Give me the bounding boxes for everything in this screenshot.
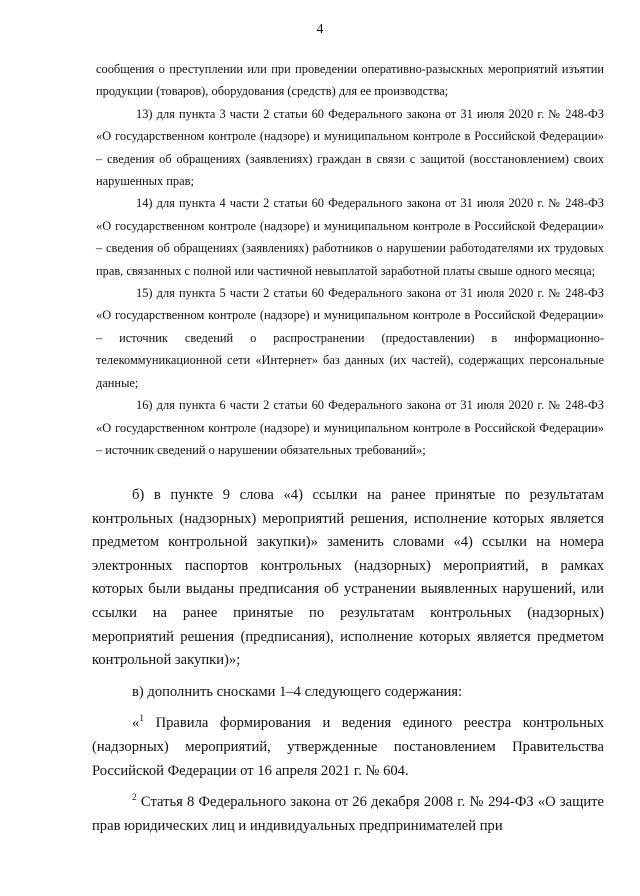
page-number: 4: [316, 22, 324, 37]
footnote-1-text: Правила формирования и ведения единого реестра контрольных (надзорных) мероприятий, утвержденные постановлением Правительства Российской Федерации от 16 апреля 2021 г. № 604.: [92, 715, 604, 779]
paragraph-item-14: 14) для пункта 4 части 2 статьи 60 Федерального закона от 31 июля 2020 г. № 248-ФЗ «О государственном контроле (надзоре) и муниципальном контроле в Российской Федерации» – сведения об обращениях (заявлениях) работников о нарушении работодателями их трудовых прав, связанных с полной или частичной невыплатой заработной платы свыше одного месяца;: [96, 196, 604, 278]
paragraph-item-13: 13) для пункта 3 части 2 статьи 60 Федерального закона от 31 июля 2020 г. № 248-ФЗ «О государственном контроле (надзоре) и муниципальном контроле в Российской Федерации» – сведения об обращениях (заявлениях) граждан в связи с защитой (восстановлением) своих нарушенных прав;: [96, 106, 604, 189]
footnote-2: [92, 791, 604, 838]
paragraph-v: в) дополнить сносками 1–4 следующего содержания:: [132, 683, 463, 700]
small-text-block: [96, 58, 604, 461]
footnote-2-text: Статья 8 Федерального закона от 26 декабря 2008 г. № 294-ФЗ «О защите прав юридических лиц и индивидуальных предпринимателей при: [92, 794, 604, 834]
paragraph-item-16: 16) для пункта 6 части 2 статьи 60 Федерального закона от 31 июля 2020 г. № 248-ФЗ «О государственном контроле (надзоре) и муниципальном контроле в Российской Федерации» – источник сведений о нарушении обязательных требований»;: [96, 398, 604, 457]
footnote-1: [92, 712, 604, 783]
footnote-1-open-quote: «: [132, 715, 140, 732]
large-text-block: [92, 484, 604, 838]
footnote-1-mark: 1: [139, 714, 145, 725]
paragraph-item-15: 15) для пункта 5 части 2 статьи 60 Федерального закона от 31 июля 2020 г. № 248-ФЗ «О государственном контроле (надзоре) и муниципальном контроле в Российской Федерации» – источник сведений о распространении (предоставлении) в информационно-телекоммуникационной сети «Интернет» баз данных (их частей), содержащих персональные данные;: [96, 286, 604, 390]
footnote-2-mark: 2: [132, 793, 137, 804]
paragraph-b: б) в пункте 9 слова «4) ссылки на ранее принятые по результатам контрольных (надзорных) мероприятий решения, исполнение которых является предметом контрольной закупки)» заменить словами «4) ссылки на номера электронных паспортов контрольных (надзорных) мероприятий, в рамках которых были выданы предписания об устранении выявленных нарушений, или ссылки на ранее принятые по результатам контрольных (надзорных) мероприятий решения (предписания), исполнение которых является предметом контрольной закупки)»;: [92, 487, 604, 669]
paragraph-continuation: сообщения о преступлении или при проведении оперативно-разыскных мероприятий изъятии продукции (товаров), оборудования (средств) для ее производства;: [96, 62, 604, 99]
